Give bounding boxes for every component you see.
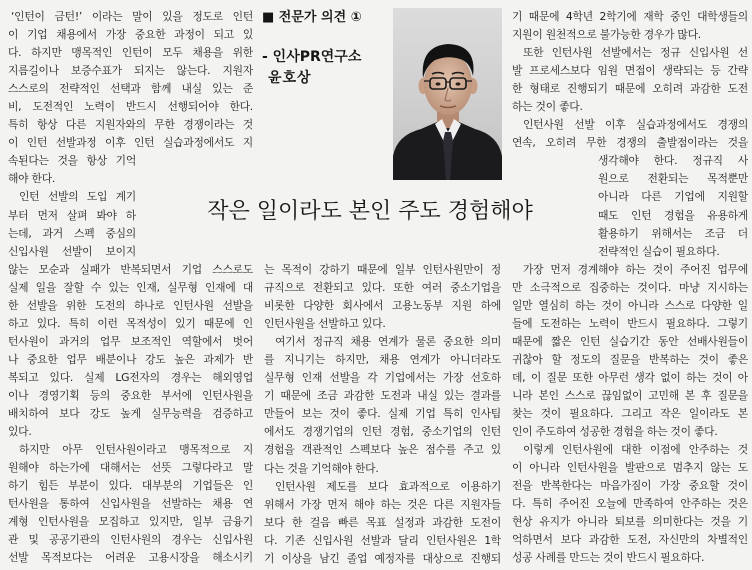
- col1-line: 비, 도전적인 노력이 반드시 선행되어야 한다.: [8, 100, 253, 114]
- col2-line: 경험을 객관적인 스펙보다 높은 점수를 주고 있: [264, 443, 501, 457]
- col1-line: 턴사원이 과거의 업무 보조적인 역할에서 벗어: [8, 334, 253, 348]
- col1-line: 부터 먼저 살펴 봐야 하: [8, 208, 136, 222]
- col3-line: 이렇게 인턴사원에 대한 이점에 안주하는 것: [523, 443, 748, 457]
- col3-line: 한 형태로 진행되기 때문에 오히려 과감한 도전: [512, 82, 748, 96]
- col1-line: 는데, 과거 스펙 중심의: [8, 226, 136, 240]
- article-column-1: [8, 8, 253, 567]
- col2-line: 보다 한 걸음 빠른 목표 설정과 과감한 도전이: [264, 515, 501, 529]
- col3-line: 귀찮아 할 정도의 질문을 반복하는 것이 좋은: [512, 352, 748, 366]
- col2-line: 인턴사원을 선발하고 있다.: [264, 317, 386, 331]
- author-portrait-icon: [393, 8, 502, 180]
- col3-line: 인턴사원 선발 이후 실습과정에서도 경쟁의: [523, 118, 748, 132]
- col1-line: 관 및 공공기관의 인턴사원의 경우는 신입사원: [8, 533, 253, 547]
- col3-line: 원으로 전환되는 목적뿐만: [598, 172, 748, 186]
- col1-line: 해야 한다.: [8, 172, 56, 186]
- article-column-3: [512, 8, 748, 567]
- col3-line: 니라 본인 스스로 끊임없이 고민해 본 후 질문을: [512, 388, 748, 402]
- col1-line: 한 선발을 위한 도전의 하나로 인턴사원 선발을: [8, 298, 253, 312]
- col1-line: 하기 힘든 부분이 있다. 대부분의 기업들은 인: [8, 479, 253, 493]
- col1-line: 이 기업 채용에서 가장 중요한 과정이 되고 있: [8, 28, 253, 42]
- col2-line: 기 때문에 조금 과감한 도전과 내실 있는 결과를: [264, 389, 501, 403]
- author-affiliation: - 인사PR연구소: [262, 49, 362, 65]
- col3-line: 찾는 것이 필요하다. 그리고 작은 일이라도 본: [512, 407, 748, 421]
- author-name: 윤호상: [268, 70, 312, 86]
- col3-line: 가장 먼저 경계해야 하는 것이 주어진 업무에: [523, 262, 748, 276]
- col3-line: 성공 사례를 만드는 것이 반드시 필요하다.: [512, 551, 705, 565]
- col2-line: 는 목적이 강하기 때문에 일부 인턴사원만이 정: [264, 263, 501, 276]
- col1-line: 계형 인턴사원을 모집하고 있지만, 일부 금융기: [8, 515, 253, 529]
- col3-line: 아니라 다른 기업에 지원할: [598, 190, 748, 204]
- col1-line: 원해야 하는가에 대해서는 선뜻 그렇다라고 말: [8, 461, 253, 475]
- col3-line: 연속, 오히려 무한 경쟁의 출발점이라는 것을: [512, 136, 748, 150]
- col1-line: 턴사원을 통하여 신입사원을 선발하는 채용 연: [8, 497, 253, 511]
- col3-line: 만 소극적으로 집중하는 것이다. 마냥 지시하는: [512, 280, 748, 294]
- col2-line: 만들어 보는 것이 좋다. 실제 기업 특히 인사팀: [264, 407, 501, 421]
- col1-line: 특히 항상 다른 지원자와의 무한 경쟁이라는 것: [8, 118, 253, 132]
- col2-line: 위해서 가장 먼저 해야 하는 것은 다른 지원자들: [264, 497, 501, 511]
- col1-line: 인턴 선발의 도입 계기: [19, 190, 136, 204]
- col1-line: 이 인턴 선발과정 이후 인턴 실습과정에서도 지: [8, 136, 253, 150]
- col1-line: 선발 목적보다는 어려운 고용시장을 해소시키: [8, 551, 253, 565]
- col3-line: 전을 반복한다는 마음가짐이 가장 중요할 것이: [512, 479, 748, 493]
- col2-line: 기 이상을 남긴 졸업 예정자를 대상으로 진행되: [264, 551, 501, 565]
- author-photo: [393, 8, 502, 180]
- col3-line: 때문에 짧은 인턴 실습기간 동안 선배사원들이: [512, 334, 748, 348]
- col2-line: 다. 기존 신입사원 선발과 달리 인턴사원은 1학: [264, 533, 501, 547]
- col2-line: 다는 것을 기억해야 한다.: [264, 461, 379, 475]
- col3-line: 인이 주도하여 성공한 경험을 하는 것이 좋다.: [512, 425, 718, 439]
- col3-line: 활용하기 위해서는 조금 더: [598, 226, 748, 240]
- col3-line: 현상 유지가 아니라 퇴보를 의미한다는 것을 기: [512, 515, 748, 529]
- col1-line: 있다.: [8, 425, 32, 439]
- col2-line: 인턴사원 제도를 보다 효과적으로 이용하기: [275, 479, 501, 493]
- col1-line: 신입사원 선발이 보이지: [8, 244, 136, 258]
- col3-line: 다. 특히 주어진 오늘에 만족하여 안주하는 것은: [512, 497, 748, 511]
- col3-line: 발 프로세스보다 임원 면접이 생략되는 등 간략: [512, 64, 748, 78]
- col2-line: 여기서 정규직 채용 연계가 물론 중요한 의미: [275, 335, 501, 349]
- col3-line: 데, 이 질문 또한 아무런 생각 없이 하는 것이 아: [512, 370, 748, 384]
- col3-line: 생각해야 한다. 정규직 사: [598, 154, 748, 168]
- col3-line: 억하면서 보다 과감한 도전, 자신만의 차별적인: [512, 533, 748, 547]
- col1-line: 다. 하지만 맹목적인 인턴이 모두 채용을 위한: [8, 46, 253, 60]
- col3-line: 기 때문에 4학년 2학기에 재학 중인 대학생들의: [512, 10, 748, 23]
- col3-line: 일만 열심히 하는 것이 아니라 스스로 다양한 일: [512, 298, 748, 312]
- col1-line: 복되고 있다. 실제 LG전자의 경우는 해외영업: [8, 370, 253, 384]
- col3-line: 전략적인 실습이 필요하다.: [598, 244, 720, 258]
- col1-line: 이나 경영기획 등의 중요한 부서에 인턴사원을: [8, 388, 253, 402]
- col3-line: 이 아니라 인턴사원을 발판으로 멈추지 않는 도: [512, 461, 748, 475]
- col3-line: 또한 인턴사원 선발에서는 정규 신입사원 선: [523, 46, 748, 60]
- col2-line: 실무형 인재 선발을 각 기업에서는 가장 선호하: [264, 371, 501, 385]
- col2-line: 를 지니기는 하지만, 채용 연계가 아니더라도: [264, 353, 501, 367]
- article-column-2: [264, 261, 501, 568]
- col1-line: 않는 모순과 실패가 반복되면서 기업 스스로도: [8, 262, 253, 276]
- headline: 작은 일이라도 본인 주도 경험해야: [207, 199, 533, 224]
- col3-line: 때도 인턴 경험을 유용하게: [598, 208, 748, 222]
- col1-line: 실제 일을 잘할 수 있는 인재, 실무형 인재에 대: [8, 280, 253, 294]
- col2-line: 에서도 경쟁기업의 인턴 경험, 중소기업의 인턴: [264, 425, 501, 439]
- col3-line: 들에 도전하는 노력이 반드시 필요하다. 그렇기: [512, 316, 748, 330]
- col1-line: 하고 있다. 특히 이런 목적성이 있기 때문에 인: [8, 316, 253, 330]
- col1-line: 하지만 아무 인턴사원이라고 맹목적으로 지: [19, 443, 253, 457]
- col1-line: 속된다는 것을 항상 기억: [8, 154, 136, 168]
- col2-line: 규직으로 전환되고 있다. 또한 여러 중소기업을: [264, 281, 501, 295]
- col1-line: ‘인턴이 금턴!’ 이라는 말이 있을 정도로 인턴: [11, 10, 253, 23]
- series-label: ■ 전문가 의견 ①: [262, 10, 362, 25]
- col1-line: 배치하여 보다 강도 높게 실무능력을 검증하고: [8, 407, 253, 421]
- col3-line: 지원이 원천적으로 불가능한 경우가 많다.: [512, 28, 701, 42]
- col2-line: 비롯한 다양한 회사에서 고용노동부 지원 하에: [264, 299, 501, 313]
- col1-line: 스스로의 전략적인 선택과 함께 내실 있는 준: [8, 82, 253, 96]
- col1-line: 지름길이나 보증수표가 되지는 않는다. 지원자: [8, 64, 253, 78]
- col1-line: 나 중요한 업무 배분이나 강도 높은 과제가 반: [8, 352, 253, 366]
- col3-line: 하는 것이 좋다.: [512, 100, 583, 114]
